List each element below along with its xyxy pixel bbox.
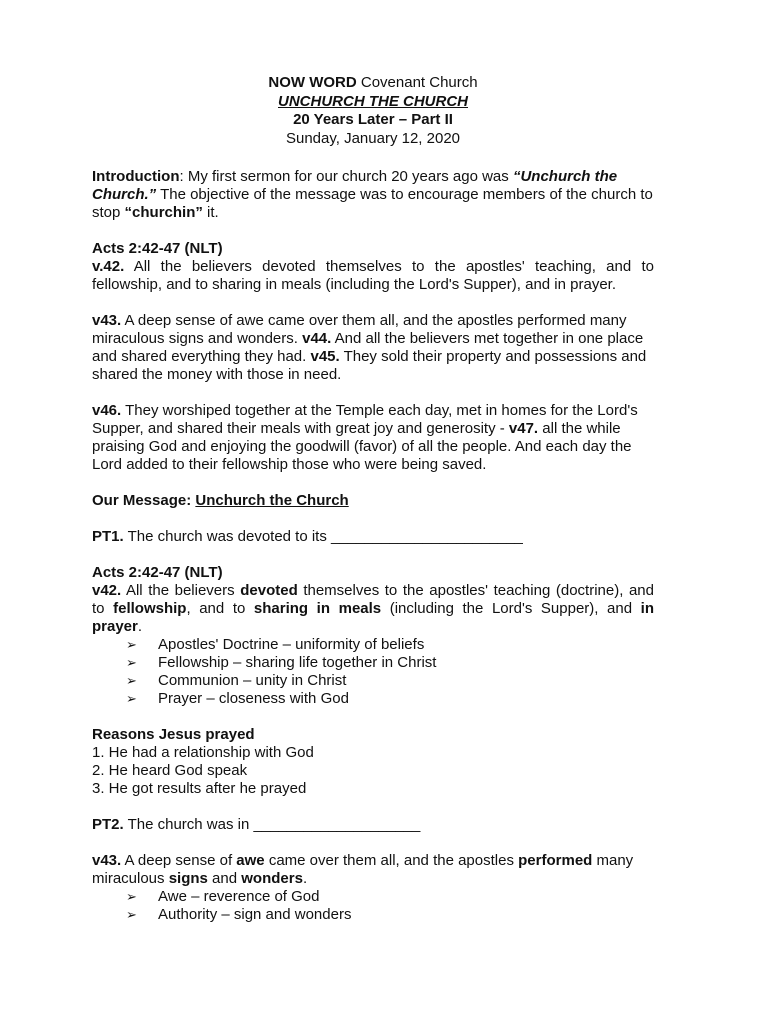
point-2: PT2. The church was in ____________________: [92, 816, 421, 833]
our-message-heading: Our Message: Unchurch the Church: [92, 492, 349, 509]
list-item: ➢ Authority – sign and wonders: [126, 906, 352, 923]
list-item: ➢ Fellowship – sharing life together in Christ: [126, 654, 437, 671]
reasons-heading: Reasons Jesus prayed: [92, 726, 255, 743]
verse-43-section: [92, 852, 654, 924]
scripture-reference: Acts 2:42-47 (NLT): [92, 564, 223, 581]
list-item: 1. He had a relationship with God: [92, 744, 314, 761]
scripture-reference: Acts 2:42-47 (NLT): [92, 240, 223, 257]
arrow-bullet-icon: ➢: [126, 889, 137, 904]
sermon-subtitle: 20 Years Later – Part II: [293, 111, 453, 128]
arrow-bullet-icon: ➢: [126, 655, 137, 670]
sermon-date: Sunday, January 12, 2020: [285, 129, 461, 147]
introduction-paragraph: Introduction: My first sermon for our church 20 years ago was “Unchurch the Church.” The objective of the message was to encourage members of the church to stop “churchin” it.: [92, 168, 653, 221]
list-item: 3. He got results after he prayed: [92, 780, 307, 797]
arrow-bullet-icon: ➢: [126, 907, 137, 922]
list-item: ➢ Prayer – closeness with God: [126, 690, 349, 707]
sermon-title: UNCHURCH THE CHURCH: [278, 92, 468, 110]
arrow-bullet-icon: ➢: [126, 673, 137, 688]
verse-42-emphasis-paragraph: v42. All the believers devoted themselves to the apostles' teaching (doctrine), and to fellowship, and to sharing in meals (including the Lord's Supper), and in prayer.: [92, 582, 654, 635]
list-item: 2. He heard God speak: [92, 762, 248, 779]
devotion-list: [92, 636, 654, 708]
verse-42-paragraph: v.42. All the believers devoted themselves to the apostles' teaching, and to fellowship, and to sharing in meals (including the Lord's Supper), and in prayer.: [92, 258, 654, 293]
fill-in-blank: _______________________: [331, 528, 523, 545]
verses-43-45-paragraph: v43. A deep sense of awe came over them all, and the apostles performed many miraculous signs and wonders. v44. And all the believers met together in one place and shared everything they had. v45. They sold their property and possessions and shared the money with those in need.: [92, 312, 647, 383]
verses-46-47-paragraph: v46. They worshiped together at the Temple each day, met in homes for the Lord's Supper, and shared their meals with great joy and generosity - v47. all the while praising God and enjoying the goodwill (favor) of all the people. And each day the Lord added to their fellowship those who were being saved.: [92, 402, 638, 473]
scripture-block-2: [92, 564, 654, 708]
document-header: [92, 74, 654, 148]
list-item: ➢ Apostles' Doctrine – uniformity of beliefs: [126, 636, 425, 653]
church-name: NOW WORD Covenant Church: [268, 74, 478, 91]
reasons-section: [92, 726, 654, 798]
scripture-block-1: [92, 240, 654, 294]
list-item: ➢ Communion – unity in Christ: [126, 672, 347, 689]
document-page: [92, 74, 654, 924]
list-item: ➢ Awe – reverence of God: [126, 888, 320, 905]
arrow-bullet-icon: ➢: [126, 637, 137, 652]
point-1: PT1. The church was devoted to its _______________________: [92, 528, 523, 545]
verse-43-emphasis-paragraph: v43. A deep sense of awe came over them all, and the apostles performed many miraculous signs and wonders.: [92, 852, 634, 887]
fill-in-blank: ____________________: [253, 816, 421, 833]
arrow-bullet-icon: ➢: [126, 691, 137, 706]
awe-list: [92, 888, 654, 924]
